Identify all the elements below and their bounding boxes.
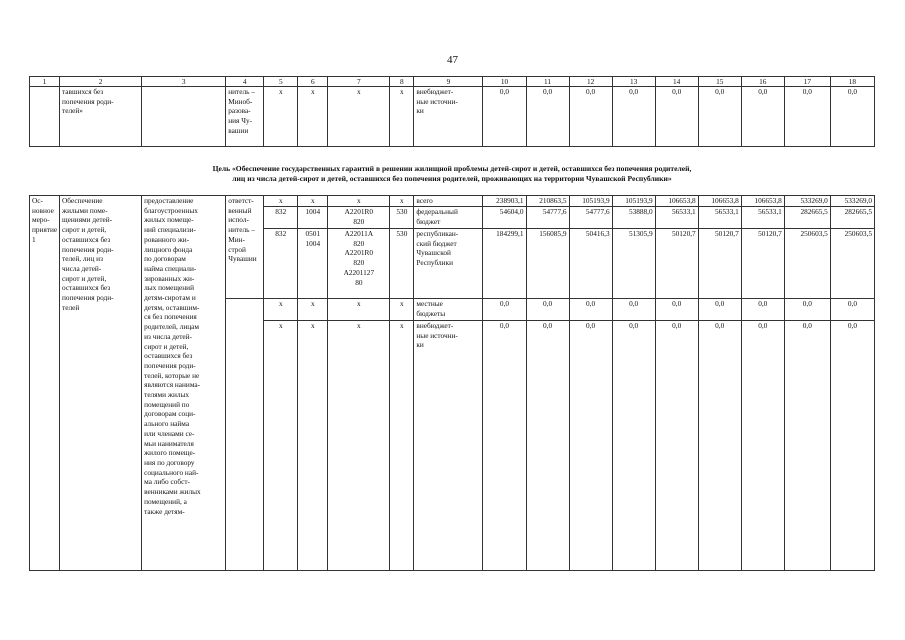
cell-value: 51305,9	[612, 229, 655, 299]
cell-value: 106653,8	[698, 196, 741, 207]
col-num-14: 14	[655, 77, 698, 87]
col-num-13: 13	[612, 77, 655, 87]
cell-value: 105193,9	[569, 196, 612, 207]
goal-row	[30, 147, 875, 196]
cell-source: республикан- ский бюджет Чувашской Республики	[414, 229, 483, 299]
cell-code: 832	[264, 229, 298, 299]
cell-source: всего	[414, 196, 483, 207]
cell-code: x	[298, 321, 328, 571]
col-num-17: 17	[784, 77, 830, 87]
cell-value: 106653,8	[655, 196, 698, 207]
cell-item-name: тавшихся без попечения роди- телей»	[60, 87, 142, 147]
col-num-8: 8	[390, 77, 414, 87]
cell-code: x	[328, 196, 390, 207]
cell-code: 832	[264, 207, 298, 229]
cell-value: 0,0	[741, 321, 784, 571]
cell-executor: нитель – Миноб- разова- ния Чу- вашии	[226, 87, 264, 147]
cell-value: 0,0	[483, 321, 526, 571]
col-num-10: 10	[483, 77, 526, 87]
cell-empty	[30, 87, 60, 147]
cell-value: 0,0	[655, 87, 698, 147]
cell-value: 533269,0	[830, 196, 874, 207]
cell-code: x	[328, 87, 390, 147]
cell-value: 210863,5	[526, 196, 569, 207]
cell-code: 530	[390, 229, 414, 299]
cell-value: 0,0	[655, 321, 698, 571]
cell-value: 54777,6	[526, 207, 569, 229]
col-num-9: 9	[414, 77, 483, 87]
cell-value: 184299,1	[483, 229, 526, 299]
col-num-12: 12	[569, 77, 612, 87]
cell-code: x	[298, 87, 328, 147]
column-number-row	[30, 77, 875, 87]
col-num-11: 11	[526, 77, 569, 87]
cell-value: 0,0	[612, 87, 655, 147]
cell-value: 0,0	[526, 87, 569, 147]
page-number: 47	[447, 54, 458, 66]
cell-value: 282665,5	[784, 207, 830, 229]
cell-value: 53888,0	[612, 207, 655, 229]
cell-value: 56533,1	[698, 207, 741, 229]
cell-code: x	[390, 87, 414, 147]
cell-value: 0,0	[741, 299, 784, 321]
cell-value: 56533,1	[655, 207, 698, 229]
cell-empty	[226, 299, 264, 571]
cell-value: 0,0	[612, 299, 655, 321]
cell-value: 0,0	[698, 87, 741, 147]
cell-value: 50120,7	[741, 229, 784, 299]
cell-value: 0,0	[526, 321, 569, 571]
cell-value: 0,0	[526, 299, 569, 321]
cell-code: x	[264, 87, 298, 147]
col-num-6: 6	[298, 77, 328, 87]
goal-heading	[30, 147, 875, 196]
cell-code: x	[298, 196, 328, 207]
col-num-1: 1	[30, 77, 60, 87]
cell-code: 530	[390, 207, 414, 229]
cell-value: 250603,5	[830, 229, 874, 299]
cell-code: x	[264, 196, 298, 207]
cell-source: федеральный бюджет	[414, 207, 483, 229]
cell-executor: ответст- венный испол- нитель – Мин- строй Чувашии	[226, 196, 264, 299]
cell-code: x	[390, 196, 414, 207]
cell-code: x	[264, 321, 298, 571]
table-row	[30, 196, 875, 207]
cell-value: 0,0	[830, 87, 874, 147]
cell-code: А22011А 820 А2201R0 820 А2201127 80	[328, 229, 390, 299]
cell-value: 56533,1	[741, 207, 784, 229]
cell-value: 0,0	[784, 321, 830, 571]
cell-value: 0,0	[569, 321, 612, 571]
cell-value: 0,0	[569, 87, 612, 147]
cell-value: 50416,3	[569, 229, 612, 299]
cell-value: 0,0	[830, 299, 874, 321]
cell-activity-number: Ос- новное меро- приятие 1	[30, 196, 60, 571]
cell-value: 105193,9	[612, 196, 655, 207]
col-num-4: 4	[226, 77, 264, 87]
cell-value: 238903,1	[483, 196, 526, 207]
cell-value: 106653,8	[741, 196, 784, 207]
goal-line-1: Цель «Обеспечение государственных гарантий в решении жилищной проблемы детей-сирот и детей, оставшихся без попечения родителей,	[212, 164, 692, 173]
cell-value: 533269,0	[784, 196, 830, 207]
cell-code: x	[264, 299, 298, 321]
cell-empty	[142, 87, 226, 147]
table-row	[30, 87, 875, 147]
cell-value: 0,0	[698, 299, 741, 321]
cell-value: 282665,5	[830, 207, 874, 229]
cell-source: внебюджет- ные источни- ки	[414, 87, 483, 147]
cell-value: 0,0	[612, 321, 655, 571]
cell-value: 0,0	[741, 87, 784, 147]
col-num-16: 16	[741, 77, 784, 87]
col-num-15: 15	[698, 77, 741, 87]
cell-value: 0,0	[784, 87, 830, 147]
cell-source: местные бюджеты	[414, 299, 483, 321]
col-num-18: 18	[830, 77, 874, 87]
cell-value: 54777,6	[569, 207, 612, 229]
cell-source: внебюджет- ные источни- ки	[414, 321, 483, 571]
cell-activity-name: Обеспечение жилыми поме- щениями детей- сирот и детей, оставшихся без попечения роди- телей, лиц из числа детей- сирот и детей, оставшихся без попечения роди- телей	[60, 196, 142, 571]
col-num-5: 5	[264, 77, 298, 87]
cell-code: 1004	[298, 207, 328, 229]
cell-code: x	[390, 299, 414, 321]
cell-value: 0,0	[483, 299, 526, 321]
cell-value: 156085,9	[526, 229, 569, 299]
cell-value: 50120,7	[655, 229, 698, 299]
cell-code: 0501 1004	[298, 229, 328, 299]
cell-value: 54604,0	[483, 207, 526, 229]
cell-value: 0,0	[784, 299, 830, 321]
col-num-3: 3	[142, 77, 226, 87]
goal-line-2: лиц из числа детей-сирот и детей, оставшихся без попечения родителей, проживающих на территории Чувашской Республики»	[232, 174, 672, 183]
cell-code: x	[298, 299, 328, 321]
cell-value: 0,0	[483, 87, 526, 147]
cell-code: x	[328, 299, 390, 321]
cell-value: 0,0	[830, 321, 874, 571]
budget-table	[29, 76, 875, 571]
col-num-7: 7	[328, 77, 390, 87]
cell-value: 0,0	[569, 299, 612, 321]
cell-code: x	[390, 321, 414, 571]
cell-activity-description: предоставление благоустроенных жилых помеще- ний специализи- рованного жи- лищного фонда по договорам найма специали- зированных жи- лых помещений детям-сиротам и детям, оставшим- ся без попечения родителей, лицам из числа детей- сирот и детей, оставшихся без попечения роди- телей, которые не являются нанима- телями жилых помещений по договорам соци- ального найма или членами се- мьи нанимателя жилого помеще- ния по договору социального най- ма либо собст- венниками жилых помещений, а также детям-	[142, 196, 226, 571]
col-num-2: 2	[60, 77, 142, 87]
cell-code: x	[328, 321, 390, 571]
cell-value: 250603,5	[784, 229, 830, 299]
cell-value: 0,0	[698, 321, 741, 571]
cell-value: 0,0	[655, 299, 698, 321]
cell-value: 50120,7	[698, 229, 741, 299]
cell-code: А2201R0 820	[328, 207, 390, 229]
